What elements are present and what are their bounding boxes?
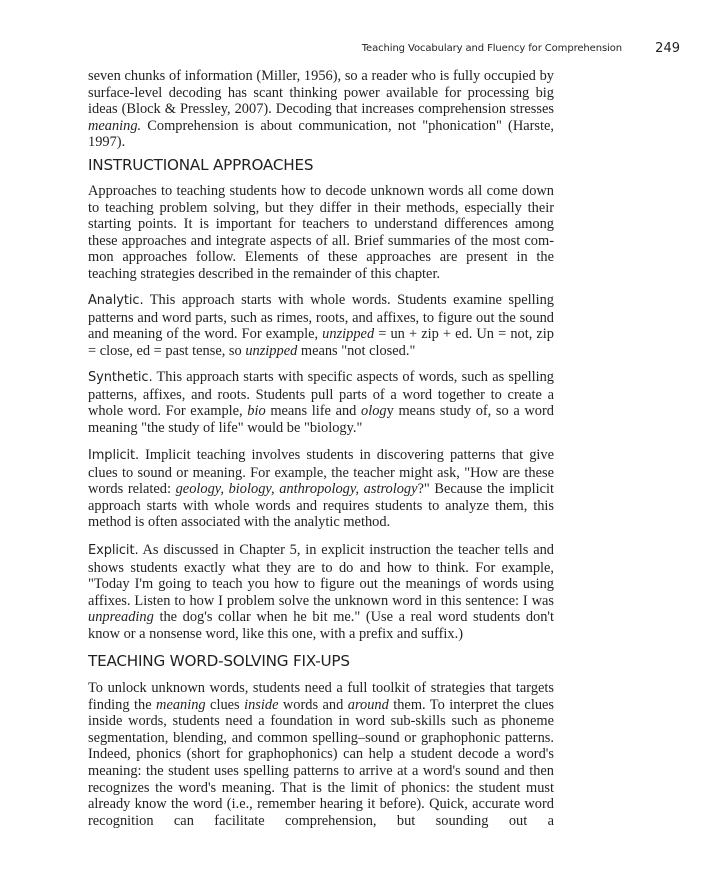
approach-explicit — [88, 542, 554, 643]
approach-text-explicit — [88, 542, 554, 642]
approach-text-implicit — [88, 447, 554, 530]
text-run: This approach starts with whole words. Students examine spelling patterns and word parts, such as rimes, roots, and affixes, to figure out the sound and meaning of the word. For example, — [88, 292, 554, 343]
approach-synthetic — [88, 369, 554, 436]
text-run: To unlock unknown words, students need a full toolkit of strategies that targets finding the — [88, 680, 554, 713]
italic-run: unzipped — [245, 342, 298, 359]
approach-text-analytic — [88, 292, 554, 359]
approach-label-analytic: Analytic. — [88, 293, 144, 308]
running-head-title: Teaching Vocabulary and Fluency for Comprehension — [361, 43, 622, 54]
italic-run: meaning. — [88, 117, 142, 134]
text-run: means "not closed." — [297, 342, 416, 359]
text-run: words and — [278, 696, 348, 713]
italic-run: geology, biology, anthropology, astrology — [175, 481, 418, 498]
italic-run: inside — [244, 696, 279, 713]
italic-run: olog — [361, 403, 387, 420]
text-run: ?" Because the implicit approach starts with whole words and requires students to analyze them, this method is often associated with the analytic method. — [88, 481, 554, 531]
instructional-approaches-intro: Approaches to teaching students how to decode unknown words all come down to teaching problem solving, but they differ in their methods, especially their starting points. It is important for teachers to understand differences among these approaches and integrate aspects of all. Brief summaries of the most common approaches follow. Elements of these approaches are present in the teaching strategies described in the remainder of this chapter. — [88, 183, 554, 282]
italic-run: unpreading — [88, 609, 154, 626]
italic-run: meaning — [156, 696, 206, 713]
italic-run: around — [347, 696, 389, 713]
intro-paragraph — [88, 68, 554, 151]
section-heading-word-solving-fix-ups: TEACHING WORD-SOLVING FIX-UPS — [88, 652, 350, 670]
text-run: the dog's collar when he bit me." (Use a real word students don't know or a nonsense word, like this one, with a prefix and suffix.) — [88, 609, 554, 642]
text-run: Implicit teaching involves students in discovering patterns that give clues to sound or meaning. For example, the teacher might ask, "How are these words related: — [88, 447, 554, 498]
italic-run: bio — [247, 403, 266, 420]
text-run: This approach starts with specific aspects of words, such as spelling patterns, affixes, and roots. Students pull parts of a word together to create a whole word. For example, — [88, 369, 554, 420]
text-run: Comprehension is about communication, not "phonication" (Harste, 1997). — [88, 117, 554, 151]
fix-ups-paragraph — [88, 680, 554, 829]
section-heading-instructional-approaches: INSTRUCTIONAL APPROACHES — [88, 156, 314, 174]
text-run: seven chunks of information (Miller, 1956), so a reader who is fully occupied by surface-level decoding has scant thinking power available for processing big ideas (Block & Pressley, 2007). Decoding that increases comprehension stresses — [88, 68, 554, 118]
text-run: y means study of, so a word meaning "the study of life" would be "biology." — [88, 403, 554, 436]
approach-label-implicit: Implicit. — [88, 448, 140, 463]
text-run: means life and — [265, 403, 361, 420]
approach-analytic — [88, 292, 554, 359]
text-run: As discussed in Chapter 5, in explicit instruction the teacher tells and shows students exactly what they are to do and how to think. For example, "Today I'm going to teach you how to figure out the meanings of words using affixes. Listen to how I problem solve the unknown word in this sentence: I was — [88, 542, 554, 609]
page-number: 249 — [655, 41, 680, 56]
approach-text-synthetic — [88, 369, 554, 436]
approach-label-synthetic: Synthetic. — [88, 370, 153, 385]
text-run: them. To interpret the clues inside words, students need a foundation in word sub-skills such as phoneme segmentation, blending, and common spelling–sound or graphophonic patterns. Indeed, phonics (short for graphophonics) can help a student decode a word's meaning: the student uses spelling patterns to arrive at a word's sound and then recognizes the word's meaning. That is the limit of phonics: the student must already know the word (i.e., remember hearing it before). Quick, accurate word recognition can facilitate comprehension, but sounding out a — [88, 696, 555, 829]
approach-implicit — [88, 447, 554, 531]
text-run: = un + zip + ed. Un = not, zip = close, ed = past tense, so — [88, 326, 554, 359]
text-run: clues — [205, 696, 245, 713]
italic-run: unzipped — [322, 326, 375, 343]
approach-label-explicit: Explicit. — [88, 543, 139, 558]
